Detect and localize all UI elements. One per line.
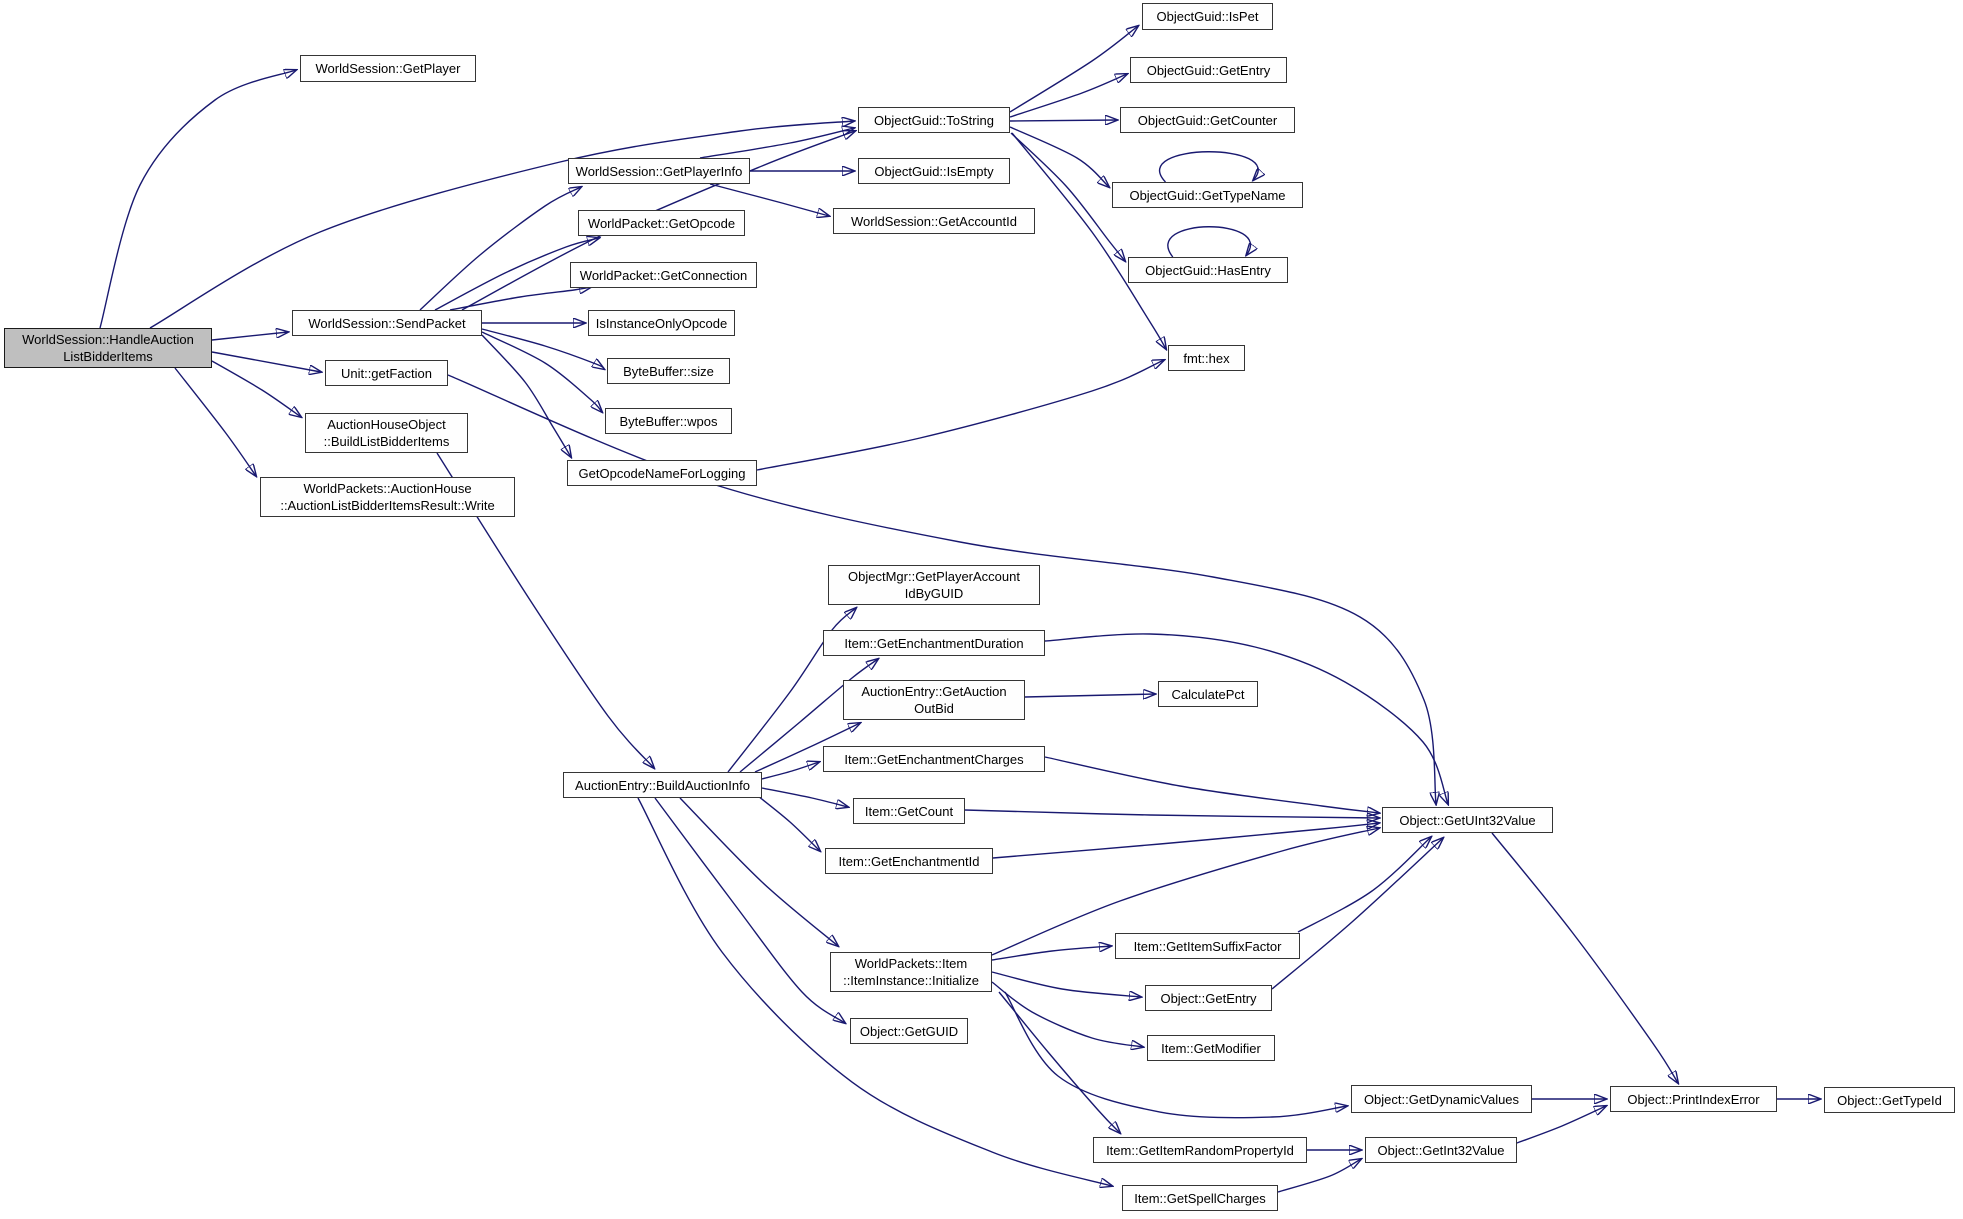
node-label-line: ByteBuffer::wpos [619,413,718,429]
node-printindexerror[interactable] [1610,1086,1777,1112]
edge-getenchantmentcharges-getuint32value [1045,757,1379,813]
node-getenchantmentid[interactable] [825,848,993,874]
node-label-line: Object::GetEntry [1160,990,1257,1006]
node-label-line: Item::GetEnchantmentDuration [844,635,1024,651]
edge-getitemsuffixfactor-getuint32value [1298,837,1431,932]
node-label-line: fmt::hex [1183,350,1230,366]
node-label-line: Item::GetEnchantmentCharges [844,751,1024,767]
node-getint32value[interactable] [1365,1137,1517,1163]
node-getcount[interactable] [853,798,965,824]
node-label-line: ObjectMgr::GetPlayerAccount [848,569,1020,584]
node-gettypeid[interactable] [1824,1087,1955,1113]
node-obj_getentry[interactable] [1145,985,1272,1011]
node-label-line: ObjectGuid::ToString [874,112,994,128]
node-label-line: Item::GetCount [864,803,954,819]
node-tostring[interactable] [858,107,1010,133]
node-getfaction[interactable] [325,360,448,386]
node-label-line: WorldSession::GetPlayerInfo [575,163,743,179]
node-getopcodename[interactable] [567,460,757,486]
edge-tostring-gettypename [1010,127,1109,187]
node-label-line: Object::PrintIndexError [1627,1091,1760,1107]
node-getmodifier[interactable] [1147,1035,1275,1061]
edge-sendpacket-size [482,329,604,369]
node-label-line: WorldPacket::GetOpcode [587,215,736,231]
node-getdynamicvalues[interactable] [1351,1085,1532,1113]
edge-root-tostring [150,121,854,328]
node-getplayer[interactable] [300,55,476,82]
node-label-line: CalculatePct [1171,686,1245,702]
node-label-line: ObjectGuid::GetEntry [1146,62,1271,78]
node-buildauctioninfo[interactable] [563,772,762,798]
node-og_getentry[interactable] [1130,57,1287,83]
edge-initialize-getitemsuffixfactor [992,946,1111,960]
node-sendpacket[interactable] [292,310,482,336]
node-label-line: ::BuildListBidderItems [323,434,450,449]
node-buildlistbidderitems[interactable] [305,413,468,453]
node-label-line: Item::GetEnchantmentId [838,853,980,869]
node-getaccountid[interactable] [833,208,1035,234]
node-label-line: AuctionHouseObject [327,417,446,432]
node-label-line: Object::GetDynamicValues [1363,1091,1520,1107]
node-write[interactable] [260,477,515,517]
node-label-line: Item::GetModifier [1161,1040,1261,1056]
node-label-line: IdByGUID [904,586,964,601]
node-label-line: IsInstanceOnlyOpcode [595,315,728,331]
edge-root-buildlistbidderitems [212,361,301,417]
edge-getplayerinfo-tostring [700,128,854,158]
node-getspellcharges[interactable] [1122,1185,1278,1211]
node-getopcode[interactable] [578,210,745,236]
node-isinstanceonlyopcode[interactable] [588,310,735,336]
node-calculatepct[interactable] [1158,681,1258,707]
node-isempty[interactable] [858,158,1010,184]
node-gettypename[interactable] [1112,182,1303,208]
node-label-line: Object::GetUInt32Value [1399,812,1536,828]
node-label-line: WorldPacket::GetConnection [579,267,748,283]
edge-getspellcharges-getint32value [1278,1159,1361,1192]
node-getauctionoutbid[interactable] [843,680,1025,720]
edge-root-write [175,368,256,476]
node-getuint32value[interactable] [1382,807,1553,833]
node-label-line: ObjectGuid::HasEntry [1145,262,1271,278]
node-label-line: WorldPackets::Item [854,956,968,971]
node-label-line: AuctionEntry::GetAuction [861,684,1007,699]
edge-tostring-ispet [1010,26,1138,112]
edge-buildauctioninfo-getguid [655,798,845,1023]
edge-getauctionoutbid-calculatepct [1025,694,1155,697]
node-size[interactable] [607,358,730,384]
node-label-line: WorldSession::HandleAuction [22,332,194,347]
node-wpos[interactable] [605,408,732,434]
edge-gettypename-self-loop [1160,152,1259,182]
node-label-line: ::AuctionListBidderItemsResult::Write [280,498,495,513]
node-label-line: ::ItemInstance::Initialize [843,973,979,988]
edge-getuint32value-printindexerror [1492,833,1678,1083]
node-label-line: WorldPackets::AuctionHouse [303,481,472,496]
edge-root-getfaction [212,352,321,372]
node-label-line: GetOpcodeNameForLogging [578,465,746,481]
node-label-line: WorldSession::GetAccountId [851,213,1017,229]
edge-tostring-getcounter [1010,120,1117,121]
node-hex[interactable] [1168,345,1245,371]
node-label-line: ObjectGuid::GetTypeName [1129,187,1286,203]
node-getenchantmentduration[interactable] [823,630,1045,656]
edge-sendpacket-wpos [482,332,602,412]
edge-initialize-getitemrandompropertyid [999,992,1120,1133]
node-label-line: Object::GetTypeId [1837,1092,1942,1108]
node-getenchantmentcharges[interactable] [823,746,1045,772]
node-hasentry[interactable] [1128,257,1288,283]
edge-getopcodename-hex [757,360,1164,470]
node-label-line: OutBid [914,701,954,716]
node-label-line: ObjectGuid::GetCounter [1137,112,1278,128]
node-getitemrandompropertyid[interactable] [1093,1137,1307,1163]
edge-initialize-getmodifier [992,982,1143,1047]
node-label-line: WorldSession::GetPlayer [315,61,461,76]
node-getitemsuffixfactor[interactable] [1115,933,1300,959]
edge-initialize-obj_getentry [992,972,1141,997]
edge-obj_getentry-getuint32value [1272,838,1443,989]
edge-getenchantmentduration-getuint32value [1045,634,1448,804]
edge-tostring-og_getentry [1010,74,1127,117]
node-label-line: Unit::getFaction [340,365,433,381]
edge-root-getplayer [100,70,296,328]
edge-buildauctioninfo-getenchantmentid [758,796,820,851]
node-label-line: Item::GetItemSuffixFactor [1133,938,1282,954]
node-label-line: Item::GetSpellCharges [1134,1190,1266,1206]
edge-getcount-getuint32value [965,810,1379,818]
node-getconnection[interactable] [570,262,757,288]
edge-buildauctioninfo-getcount [762,788,848,807]
node-label-line: ObjectGuid::IsPet [1156,9,1259,24]
edge-root-sendpacket [212,332,288,340]
node-getcounter[interactable] [1120,107,1295,133]
node-ispet[interactable] [1142,3,1273,30]
node-label-line: Object::GetInt32Value [1377,1142,1505,1158]
node-initialize[interactable] [830,952,992,992]
node-label-line: Item::GetItemRandomPropertyId [1106,1142,1294,1158]
node-label-line: ObjectGuid::IsEmpty [874,163,994,179]
edge-hasentry-self-loop [1168,227,1251,257]
edge-tostring-hex [1012,133,1166,349]
node-label-line: ListBidderItems [63,349,153,364]
node-getguid[interactable] [850,1018,968,1044]
node-label-line: Object::GetGUID [859,1023,959,1039]
node-label-line: WorldSession::SendPacket [308,315,466,331]
node-getplayeraccount[interactable] [828,565,1040,605]
node-label-line: ByteBuffer::size [623,363,714,379]
node-root [4,328,212,368]
node-label-line: AuctionEntry::BuildAuctionInfo [575,777,750,793]
node-getplayerinfo[interactable] [568,158,750,184]
